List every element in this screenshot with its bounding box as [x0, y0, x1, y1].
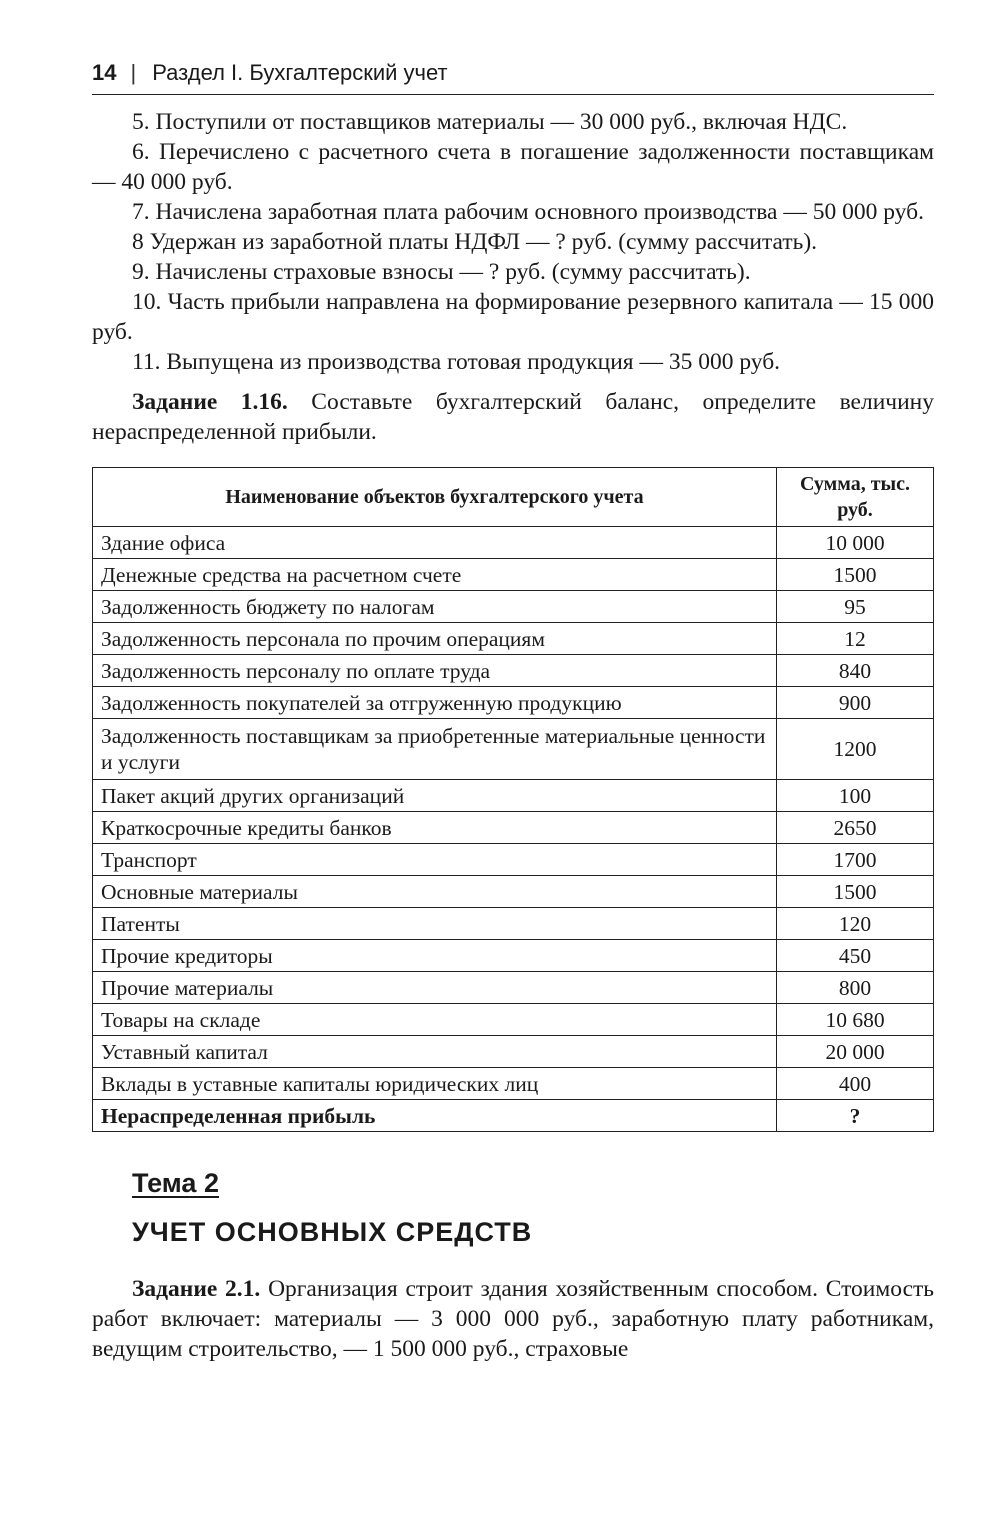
row-amount: 95 — [777, 591, 934, 623]
table-row — [93, 844, 934, 876]
row-name: Пакет акций других организаций — [93, 780, 777, 812]
table-row — [93, 1068, 934, 1100]
table-row — [93, 876, 934, 908]
transaction-list — [92, 107, 934, 377]
row-name: Товары на складе — [93, 1004, 777, 1036]
row-amount: 12 — [777, 623, 934, 655]
book-page — [92, 60, 934, 1364]
row-amount: 10 000 — [777, 527, 934, 559]
column-header-amount: Сумма, тыс. руб. — [777, 468, 934, 527]
row-name: Здание офиса — [93, 527, 777, 559]
task-text: Организация строит здания хозяйственным способом. Стоимость работ включает: материалы — 3 000 000 руб., заработную плату работникам, ведущим строительство, — 1 500 000 руб., страховые — [92, 1276, 934, 1362]
table-row — [93, 1036, 934, 1068]
table-row — [93, 623, 934, 655]
table-row — [93, 527, 934, 559]
row-amount: 840 — [777, 655, 934, 687]
row-amount: 20 000 — [777, 1036, 934, 1068]
row-amount: 1200 — [777, 719, 934, 780]
row-name: Уставный капитал — [93, 1036, 777, 1068]
row-name: Задолженность поставщикам за приобретенные материальные ценности и услуги — [93, 719, 777, 780]
row-name: Задолженность покупателей за отгруженную продукцию — [93, 687, 777, 719]
table-header-row — [93, 468, 934, 527]
row-amount: 400 — [777, 1068, 934, 1100]
list-item: 10. Часть прибыли направлена на формирование резервного капитала — 15 000 руб. — [92, 289, 934, 345]
row-name: Патенты — [93, 908, 777, 940]
topic-title: УЧЕТ ОСНОВНЫХ СРЕДСТВ — [132, 1217, 533, 1247]
row-name: Транспорт — [93, 844, 777, 876]
list-item: 11. Выпущена из производства готовая продукция — 35 000 руб. — [132, 349, 781, 375]
row-amount: 900 — [777, 687, 934, 719]
row-amount: 800 — [777, 972, 934, 1004]
task-2-1 — [92, 1274, 934, 1364]
list-item: 5. Поступили от поставщиков материалы — 30 000 руб., включая НДС. — [132, 109, 848, 135]
row-amount: 1500 — [777, 876, 934, 908]
row-amount: 100 — [777, 780, 934, 812]
row-amount: 2650 — [777, 812, 934, 844]
list-item: 8 Удержан из заработной платы НДФЛ — ? руб. (сумму рассчитать). — [132, 229, 818, 255]
row-name: Денежные средства на расчетном счете — [93, 559, 777, 591]
row-amount: 10 680 — [777, 1004, 934, 1036]
row-amount: ? — [777, 1100, 934, 1132]
row-name: Задолженность персонала по прочим операциям — [93, 623, 777, 655]
table-row — [93, 591, 934, 623]
row-amount: 1500 — [777, 559, 934, 591]
section-title: Раздел I. Бухгалтерский учет — [152, 60, 448, 85]
task-text: Составьте бухгалтерский баланс, определите величину нераспределенной прибыли. — [92, 389, 934, 445]
row-name: Задолженность персоналу по оплате труда — [93, 655, 777, 687]
table-row — [93, 687, 934, 719]
row-name: Прочие материалы — [93, 972, 777, 1004]
row-name: Краткосрочные кредиты банков — [93, 812, 777, 844]
table-row-total — [93, 1100, 934, 1132]
list-item: 7. Начислена заработная плата рабочим основного производства — 50 000 руб. — [132, 199, 924, 225]
table-row — [93, 559, 934, 591]
row-name: Задолженность бюджету по налогам — [93, 591, 777, 623]
row-name: Прочие кредиторы — [93, 940, 777, 972]
topic-number: Тема 2 — [132, 1168, 219, 1198]
topic-heading — [132, 1168, 934, 1248]
table-row — [93, 655, 934, 687]
task-1-16 — [92, 387, 934, 447]
table-row — [93, 908, 934, 940]
row-name: Нераспределенная прибыль — [93, 1100, 777, 1132]
row-amount: 120 — [777, 908, 934, 940]
list-item: 9. Начислены страховые взносы — ? руб. (сумму рассчитать). — [132, 259, 751, 285]
row-name: Основные материалы — [93, 876, 777, 908]
row-amount: 1700 — [777, 844, 934, 876]
table-row — [93, 719, 934, 780]
page-number: 14 — [92, 60, 117, 85]
running-header — [92, 60, 934, 95]
column-header-name: Наименование объектов бухгалтерского учета — [93, 468, 777, 527]
table-row — [93, 972, 934, 1004]
table-row — [93, 780, 934, 812]
accounting-objects-table — [92, 467, 934, 1132]
row-amount: 450 — [777, 940, 934, 972]
table-row — [93, 812, 934, 844]
task-label: Задание 2.1. — [132, 1276, 261, 1302]
list-item: 6. Перечислено с расчетного счета в погашение задолженности поставщикам — 40 000 руб. — [92, 139, 934, 195]
row-name: Вклады в уставные капиталы юридических лиц — [93, 1068, 777, 1100]
header-separator: | — [130, 60, 137, 85]
task-label: Задание 1.16. — [132, 389, 288, 415]
table-row — [93, 1004, 934, 1036]
table-row — [93, 940, 934, 972]
